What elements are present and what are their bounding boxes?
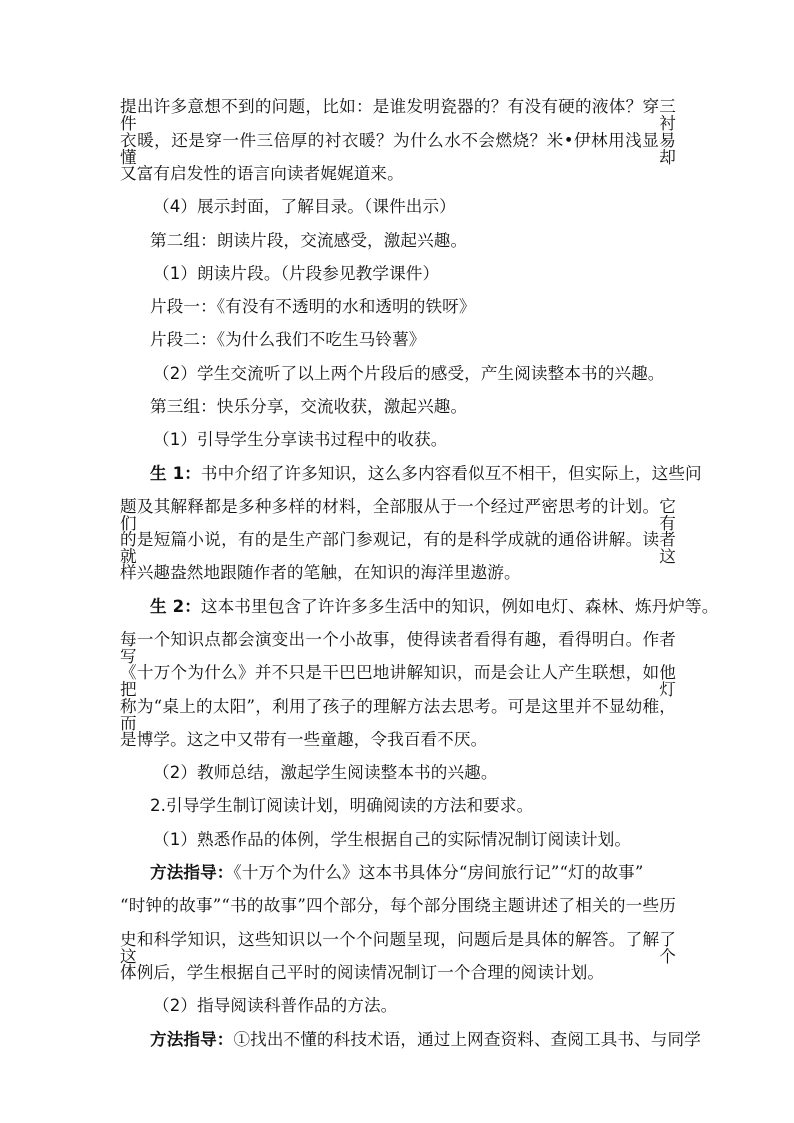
- student-1-line-4: 样兴趣盎然地跟随作者的笔触，在知识的海洋里遨游。: [120, 563, 521, 582]
- student-2-line-2: 每一个知识点都会演变出一个小故事，使得读者看得有趣，看得明白。作者写: [120, 630, 676, 666]
- reading-plan-step-1: （1）熟悉作品的体例，学生根据自己的实际情况制订阅读计划。: [153, 830, 632, 849]
- student-2-line-1: 这本书里包含了许许多多生活中的知识，例如电灯、森林、炼丹炉等。: [200, 597, 719, 616]
- student-2-paragraph-start: [150, 597, 719, 616]
- student-1-label: 生 1：: [150, 464, 201, 483]
- student-1-paragraph-start: [150, 464, 702, 483]
- student-2-label: 生 2：: [150, 597, 201, 616]
- student-2-line-3: 《十万个为什么》并不只是干巴巴地讲解知识，而是会让人产生联想，如他把灯: [120, 663, 676, 699]
- group-3-step-1: （1）引导学生分享读书过程中的收获。: [153, 430, 448, 449]
- body-line-3: 又富有启发性的语言向读者娓娓道来。: [120, 164, 404, 183]
- excerpt-one: 片段一：《有没有不透明的水和透明的铁呀》: [150, 297, 476, 316]
- excerpt-two: 片段二：《为什么我们不吃生马铃薯》: [150, 330, 426, 349]
- method-guidance-2-label: 方法指导：: [150, 1030, 234, 1049]
- reading-plan-heading: 2.引导学生制订阅读计划，明确阅读的方法和要求。: [150, 796, 534, 815]
- method-guidance-2-line-1: ①找出不懂的科技术语，通过上网查资料、查阅工具书、与同学: [233, 1030, 701, 1049]
- reading-method-step-2: （2）指导阅读科普作品的方法。: [153, 996, 398, 1015]
- group-2-step-1: （1）朗读片段。（片段参见教学课件）: [153, 264, 440, 283]
- method-guidance-1-line-3: 史和科学知识，这些知识以一个个问题呈现，问题后是具体的解答。了解了这个: [120, 930, 676, 966]
- group-2-heading: 第二组：朗读片段，交流感受，激起兴趣。: [150, 231, 468, 250]
- student-1-line-3: 的是短篇小说，有的是生产部门参观记，有的是科学成就的通俗讲解。读者就这: [120, 530, 676, 566]
- method-guidance-2-start: [150, 1030, 701, 1049]
- body-line-2: 衣暖，还是穿一件三倍厚的衬衣暖？为什么水不会燃烧？米•伊林用浅显易懂却: [120, 131, 676, 167]
- step-4-line: （4）展示封面，了解目录。（课件出示）: [153, 197, 456, 216]
- method-guidance-1-line-4: 体例后，学生根据自己平时的阅读情况制订一个合理的阅读计划。: [120, 963, 605, 982]
- student-2-line-4: 称为“桌上的太阳”，利用了孩子的理解方法去思考。可是这里并不显幼稚，而: [120, 697, 676, 733]
- method-guidance-1-line-1: 《十万个为什么》这本书具体分“房间旅行记”“灯的故事”: [233, 863, 644, 882]
- method-guidance-1-line-2: “时钟的故事”“书的故事”四个部分，每个部分围绕主题讲述了相关的一些历: [120, 896, 676, 915]
- student-2-line-5: 是博学。这之中又带有一些童趣，令我百看不厌。: [120, 730, 488, 749]
- method-guidance-1-label: 方法指导：: [150, 863, 234, 882]
- student-1-line-1: 书中介绍了许多知识，这么多内容看似互不相干，但实际上，这些问: [200, 464, 702, 483]
- group-3-heading: 第三组：快乐分享，交流收获，激起兴趣。: [150, 397, 468, 416]
- method-guidance-1-start: [150, 865, 676, 882]
- group-2-step-2: （2）学生交流听了以上两个片段后的感受，产生阅读整本书的兴趣。: [153, 364, 665, 383]
- body-line-1: 提出许多意想不到的问题，比如：是谁发明瓷器的？有没有硬的液体？穿三件衬: [120, 97, 676, 133]
- teacher-summary-step: （2）教师总结，激起学生阅读整本书的兴趣。: [153, 763, 498, 782]
- student-1-line-2: 题及其解释都是多种多样的材料，全部服从于一个经过严密思考的计划。它们有: [120, 497, 676, 533]
